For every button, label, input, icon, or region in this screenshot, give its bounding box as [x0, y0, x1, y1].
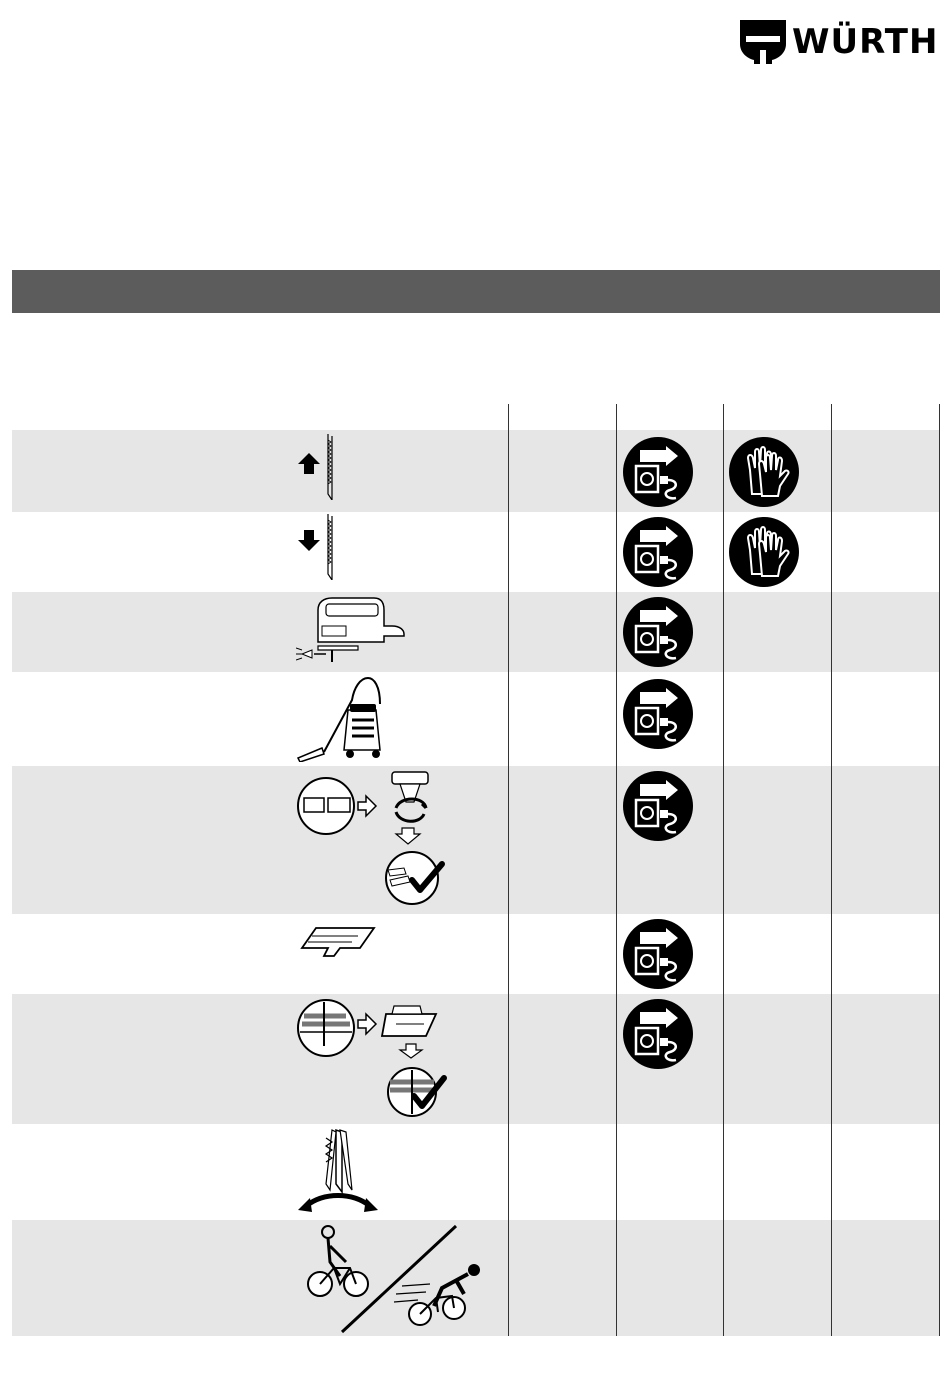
table-row: [12, 994, 940, 1124]
wurth-logo: [738, 20, 944, 64]
table-row: [12, 672, 940, 766]
gloves-icon: [728, 436, 800, 508]
section-header-bar: [12, 270, 940, 313]
table-row: [12, 1124, 940, 1220]
unplug-icon: [622, 516, 694, 588]
table-row: [12, 592, 940, 672]
column-divider: [616, 404, 617, 1336]
splinter-guard-icon: [296, 996, 452, 1120]
table-row: [12, 512, 940, 592]
column-divider: [508, 404, 509, 1336]
table-row: [12, 914, 940, 994]
column-divider: [831, 404, 832, 1336]
maintenance-table: [12, 404, 940, 1336]
roller-adjust-icon: [296, 768, 448, 906]
unplug-icon: [622, 918, 694, 990]
unplug-icon: [622, 998, 694, 1070]
unplug-icon: [622, 436, 694, 508]
vacuum-cleaner-icon: [294, 676, 402, 762]
brand-name: WÜRTH: [792, 22, 939, 62]
base-plate-icon: [298, 924, 378, 964]
table-row: [12, 430, 940, 512]
column-divider: [723, 404, 724, 1336]
unplug-icon: [622, 596, 694, 668]
unplug-icon: [622, 678, 694, 750]
gloves-icon: [728, 516, 800, 588]
table-row: [12, 1220, 940, 1336]
table-row: [12, 766, 940, 914]
column-divider: [939, 404, 940, 1336]
unplug-icon: [622, 770, 694, 842]
blade-arrow-down-icon: [298, 514, 348, 580]
jigsaw-blower-icon: [296, 596, 408, 666]
wurth-emblem-icon: [738, 20, 788, 64]
pendulum-icon: [296, 1128, 380, 1214]
blade-arrow-up-icon: [298, 434, 348, 500]
cyclist-speed-icon: [296, 1222, 496, 1334]
